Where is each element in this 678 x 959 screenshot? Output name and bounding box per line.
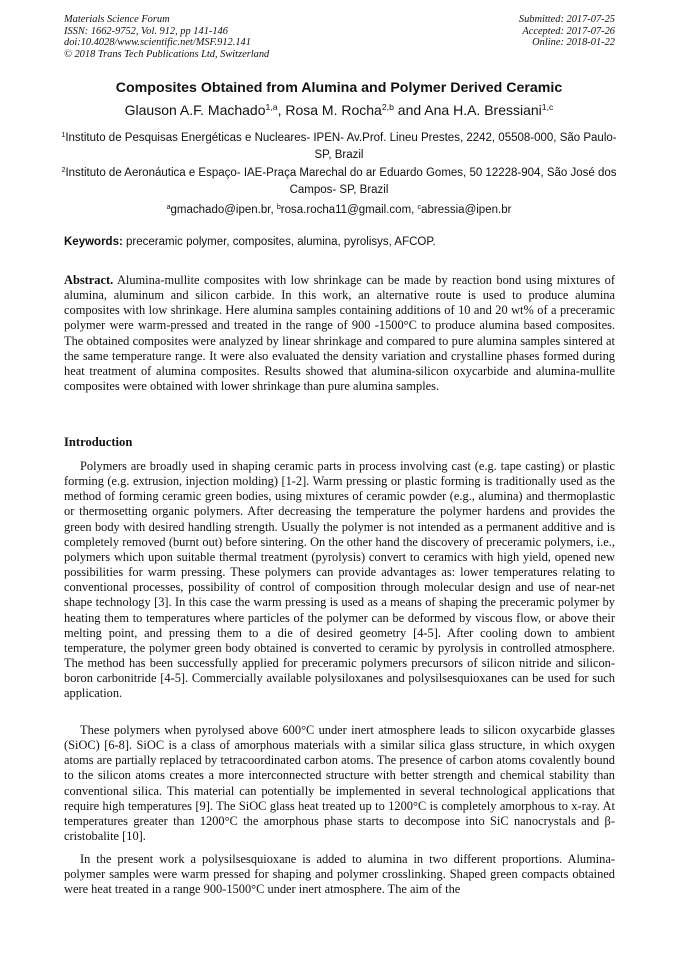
introduction-paragraph-2 [64, 723, 615, 844]
author-superscript: 1,a [265, 102, 278, 113]
journal-header-left [64, 14, 269, 60]
affiliation-superscript: 1 [61, 131, 66, 140]
affiliation-1 [60, 130, 618, 164]
abstract-label: Abstract. [64, 273, 114, 287]
author-emails [0, 204, 678, 216]
author-superscript: 2,b [381, 102, 394, 113]
author-separator: , [277, 102, 286, 118]
author-separator: and [393, 102, 425, 118]
journal-header-right [519, 14, 615, 49]
submitted-date: Submitted: 2017-07-25 [518, 14, 615, 25]
paper-title: Composites Obtained from Alumina and Polymer Derived Ceramic [115, 80, 563, 96]
affiliation-superscript: 2 [61, 166, 66, 175]
affiliation-text: Instituto de Aeronáutica e Espaço- IAE-Praça Marechal do ar Eduardo Gomes, 50 12228-904, São José dos Campos- SP, Brazil [65, 167, 617, 196]
paragraph-text: These polymers when pyrolysed above 600°C under inert atmosphere leads to silicon oxycarbide glasses (SiOC) [6-8]. SiOC is a class of amorphous materials with a similar silica glass structure, in which oxygen atoms are partially replaced by tetracoordinated carbon atoms. The presence of carbon atoms covalently bound to the silicon atoms creates a more interconnected structure with better strength and chemical stability than conventional silica. This material can potentially be implemented in several technological applications that require high temperatures [9]. The SiOC glass heat treated up to 1200°C is completely amorphous to x-ray. At temperatures greater than 1200°C the amorphous phase starts to decompose into SiC nanocrystals and β-cristobalite [10]. [64, 723, 615, 844]
email-address: gmachado@ipen.br, [170, 204, 277, 216]
email-address: abressia@ipen.br [421, 204, 512, 216]
author-superscript: 1,c [541, 102, 554, 113]
abstract-text: Alumina-mullite composites with low shrinkage can be made by reaction bond using mixtures of alumina, aluminum and silicon carbide. In this work, an alternative route is used to produce alumina composites with low shrinkage. Here alumina samples containing additions of 10 and 20 wt% of a preceramic polymer were warm-pressed and treated in the range of 900 -1500°C to produce alumina based composites. The obtained composites were analyzed by linear shrinkage and compared to pure alumina samples sintered at the same temperature range. It were also evaluated the density variation and crystalline phases formed during heat treatment of alumina composites. Results showed that alumina-silicon oxycarbide and alumina-mullite composites were obtained with lower shrinkage than pure alumina samples. [64, 273, 615, 394]
email-superscript: b [276, 203, 281, 212]
keywords-text: preceramic polymer, composites, alumina, pyrolisys, AFCOP. [122, 236, 436, 248]
journal-copyright: © 2018 Trans Tech Publications Ltd, Switzerland [64, 48, 270, 60]
abstract [64, 273, 615, 394]
introduction-paragraph-3 [64, 852, 615, 897]
online-date: Online: 2018-01-22 [532, 37, 615, 49]
email-address: rosa.rocha11@gmail.com, [280, 204, 418, 216]
keywords [64, 236, 616, 248]
journal-name: Materials Science Forum [64, 14, 170, 25]
journal-doi: doi:10.4028/www.scientific.net/MSF.912.141 [64, 37, 251, 49]
keywords-label: Keywords: [64, 236, 123, 248]
author-list [0, 102, 678, 118]
journal-issn: ISSN: 1662-9752, Vol. 912, pp 141-146 [64, 25, 228, 37]
author-name: Ana H.A. Bressiani [424, 102, 542, 118]
affiliation-2 [60, 165, 618, 199]
paragraph-text: In the present work a polysilsesquioxane is added to alumina in two different proportions. Alumina-polymer samples were warm pressed for shaping and polymer crosslinking. Shaped green compacts obtained were heat treated in a range 900-1500°C under inert atmosphere. The aim of the [64, 852, 615, 897]
affiliation-text: Instituto de Pesquisas Energéticas e Nucleares- IPEN- Av.Prof. Lineu Prestes, 2242, 05508-000, São Paulo- SP, Brazil [65, 132, 617, 161]
introduction-paragraph-1 [64, 459, 615, 702]
accepted-date: Accepted: 2017-07-26 [522, 25, 615, 37]
section-heading-introduction: Introduction [64, 435, 133, 449]
email-superscript: a [166, 203, 171, 212]
author-name: Glauson A.F. Machado [124, 102, 266, 118]
email-superscript: c [417, 203, 422, 212]
author-name: Rosa M. Rocha [285, 102, 382, 118]
paragraph-text: Polymers are broadly used in shaping ceramic parts in process involving cast (e.g. tape casting) or plastic forming (e.g. extrusion, injection molding) [1-2]. Warm pressing or plastic forming is traditionally used as the method of forming ceramic green bodies, using mixtures of ceramic powder (e.g., alumina) and thermoplastic or thermosetting organic polymers. After decreasing the temperature the polymer hardens and provides the green body with desired handling strength. Usually the polymer is not intended as a permanent additive and is completely removed (burnt out) before sintering. On the other hand the discovery of preceramic polymers, i.e., polymers which upon suitable thermal treatment (pyrolysis) convert to ceramics with high yield, opened new possibilities for warm pressing. These polymers can provide advantages as: lower temperatures relating to conventional processes, possibility of control of composition through molecular design and use of near-net shape technology [3]. In this case the warm pressing is used as a means of shaping the preceramic polymer by heating them to temperatures where particles of the polymer can be deformed by viscous flow, or above their melting point, and pressing them to a die of desired geometry [4-5]. After cooling down to ambient temperature, the polymer green body obtained is converted to ceramic by pyrolysis in controlled atmosphere. The method has been successfully applied for preceramic polymers precursors of silicon nitride and silicon-boron carbonitride [4-5]. Commercially available polysiloxanes and polysilsesquioxanes can be used for such application. [64, 459, 615, 701]
